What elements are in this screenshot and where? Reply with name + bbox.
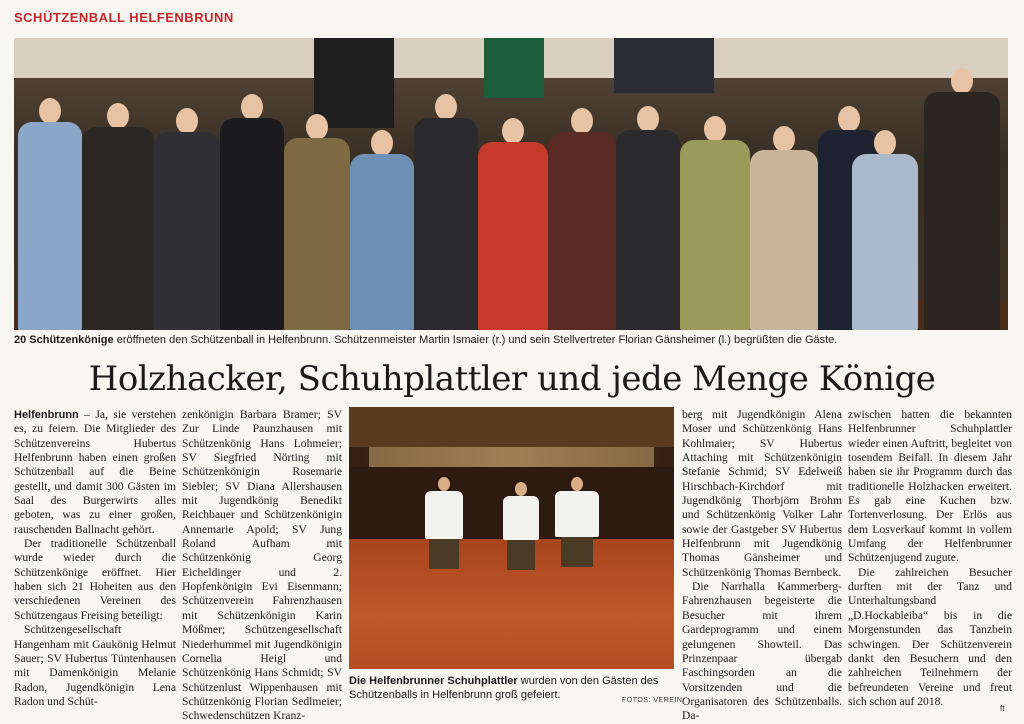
article-column-4: [848, 408, 1012, 709]
paragraph: Schützengesellschaft Hangenham mit Gaukönig Helmut Sauer; SV Hubertus Tüntenhausen mit Damenkönigin Melanie Radon, Jugendkönigin Lena Radon und Schüt-: [14, 623, 176, 708]
group-photo: [14, 38, 1008, 330]
article-column-2: [182, 408, 342, 724]
article-column-1: [14, 408, 176, 709]
article-headline: Holzhacker, Schuhplattler und jede Menge Könige: [88, 359, 936, 399]
paragraph: Die zahlreichen Besucher durften mit der Tanz und Unterhaltungsband „D.Hockableiba“ bis in die Morgenstunden das Tanzbein schwingen. Der Schützenverein dankt den Besuchern und den zahlreichen Teilnehmern der befreundeten Vereine und freut sich schon auf 2018.: [848, 565, 1012, 708]
section-kicker: SCHÜTZENBALL HELFENBRUNN: [14, 10, 234, 25]
dateline: Helfenbrunn: [14, 409, 79, 421]
paragraph: – Ja, sie verstehen es, zu feiern. Die Mitglieder des Schützenvereins Hubertus Helfenbrunn haben einen großen Schützenball auf die Beine gestellt, und damit 300 Gästen im Saal des Burgerwirts alles geboten, was zu einer großen, rauschenden Ballnacht gehört.: [14, 408, 176, 536]
paragraph: berg mit Jugendkönigin Alena Moser und Schützenkönig Hans Kohlmaier; SV Hubertus Attaching mit Schützenkönigin Stefanie Schmid; SV Edelweiß Hirschbach-Kirchdorf mit Jugendkönig Thorbjörn Brohm und Schützenkönig Volker Lahr sowie der Gastgeber SV Hubertus Helfenbrunn mit Jugendkönig Thomas Gänsheimer und Schützenkönig Thomas Bernbeck.: [682, 408, 842, 579]
group-photo-caption: [14, 333, 1008, 347]
paragraph: Der traditionelle Schützenball wurde wieder durch die Schützenkönige eröffnet. Hier haben sich 21 Hoheiten aus den verschiedenen Vereinen des Schützengaus Freising beteiligt:: [14, 537, 176, 622]
paragraph: zwischen hatten die bekannten Helfenbrunner Schuhplattler wieder einen Auftritt, begleitet von tosendem Beifall. In diesem Jahr haben sie ihr Programm durch das traditionelle Holzhacken erweitert. Es gab eine Kuchen bzw. Tortenverlosung. Der Erlös aus dem Losverkauf kommt in vollem Umfang der Helfenbrunner Schützenjugend zugute.: [848, 408, 1012, 565]
caption-text: wurden von den Gästen des Schützenballs in Helfenbrunn groß gefeiert.: [349, 675, 659, 701]
dance-photo: [349, 407, 674, 669]
caption-bold-lead: 20 Schützenkönige: [14, 334, 114, 346]
author-initials: ft: [1000, 704, 1005, 713]
caption-text: eröffneten den Schützenball in Helfenbrunn. Schützenmeister Martin Ismaier (r.) und sein Stellvertreter Florian Gänsheimer (l.) begrüßten die Gäste.: [113, 334, 838, 346]
caption-bold-lead: Die Helfenbrunner Schuhplattler: [349, 675, 518, 687]
photo-credit: FOTOS: VEREIN: [622, 697, 683, 704]
paragraph: Die Narrhalla Kammerberg-Fahrenzhausen begeisterte die Besucher mit ihrem Gardeprogramm und einem gelungenen Showteil. Das Prinzenpaar übergab Faschingsorden an die Vorsitzenden und die Organisatoren des Schützenballs. Da-: [682, 580, 842, 723]
paragraph: zenkönigin Barbara Bramer; SV Zur Linde Paunzhausen mit Schützenkönig Hans Lohmeier; SV Siegfried Nörting mit Schützenkönigin Rosemarie Siebler; SV Diana Allershausen mit Jugendkönig Benedikt Reichbauer und Schützenkönigin Annemarie Apold; SV Jung Roland Aufham mit Schützenkönig Georg Eicheldinger und 2. Hopfenkönigin Evi Eisenmann; Schützenverein Fahrenzhausen mit Schützenkönigin Karin Mößmer; Schützengesellschaft Niederhummel mit Jugendkönigin Cornelia Heigl und Schützenkönig Hans Schmidt; SV Schützenlust Wippenhausen mit Schützenkönig Florian Sedlmeier; Schwedenschützen Kranz-: [182, 408, 342, 723]
article-column-3: [682, 408, 842, 724]
